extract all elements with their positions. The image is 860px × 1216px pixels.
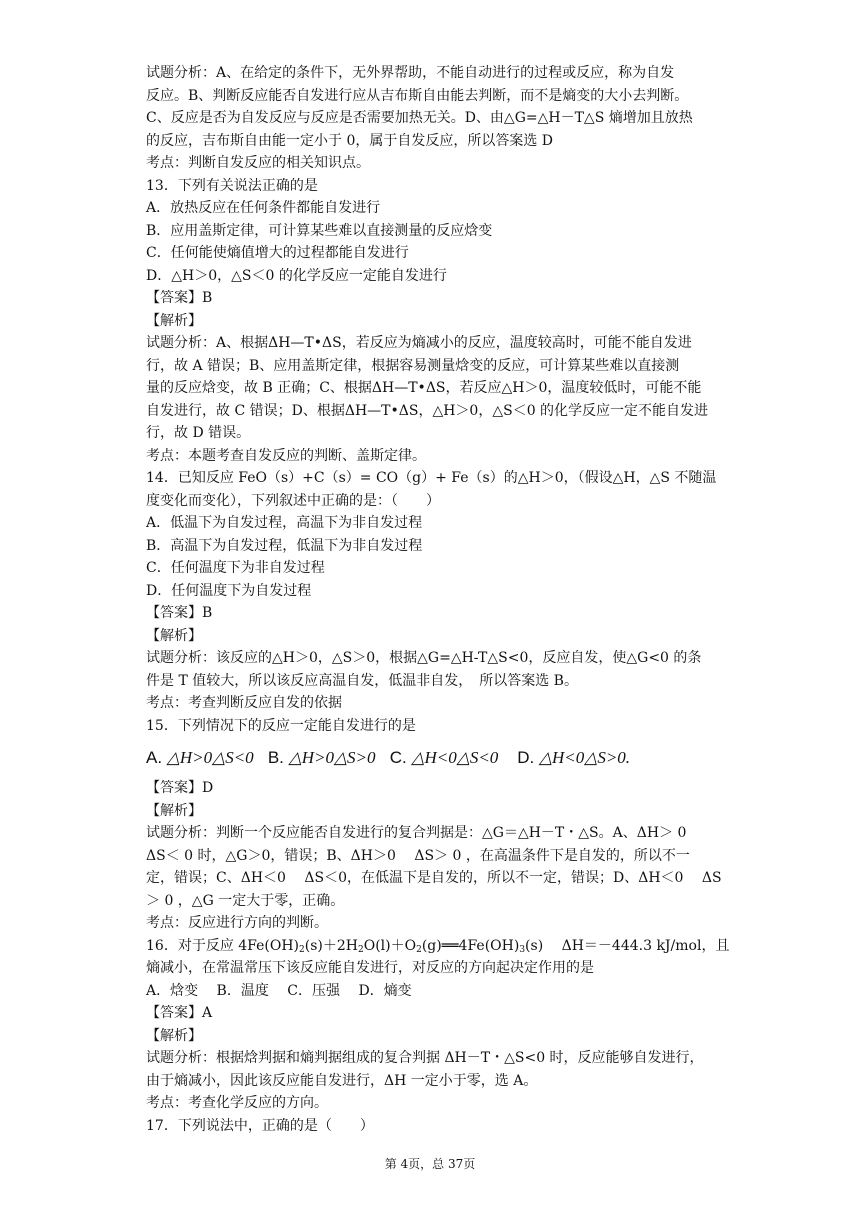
text-line: B．应用盖斯定律，可计算某些难以直接测量的反应焓变: [146, 222, 493, 239]
text-line: 考点：本题考查自发反应的判断、盖斯定律。: [146, 447, 426, 464]
text-line: 试题分析：根据焓判据和熵判据组成的复合判据 ΔH－T・△S<0 时，反应能够自发进行，: [146, 1050, 704, 1066]
text-line: 试题分析：判断一个反应能否自发进行的复合判据是：△G＝△H－T・△S。A、ΔH＞ 0: [146, 825, 687, 841]
q15-options-image: [146, 743, 726, 773]
q16-sub-2: 2: [357, 944, 364, 955]
q16-sub-4: 3: [519, 944, 526, 955]
text-line: 【答案】B: [146, 290, 213, 306]
q16-text-2: (s)＋2H: [304, 937, 358, 954]
text-line: 反应。B、判断反应能否自发进行应从吉布斯自由能去判断，而不是熵变的大小去判断。: [146, 87, 689, 104]
text-line: A．焓变 B．温度 C．压强 D．熵变: [146, 982, 412, 999]
text-line: 考点：考查化学反应的方向。: [146, 1095, 328, 1111]
footer-total-pages: 37: [448, 1157, 464, 1171]
text-line: 【答案】B: [146, 605, 213, 621]
footer-middle: 页，总: [408, 1157, 448, 1171]
text-line: C．任何能使熵值增大的过程都能自发进行: [146, 245, 409, 261]
q15-option-b-condition: △H>0△S>0: [288, 748, 376, 767]
text-line: 【答案】D: [146, 780, 214, 796]
text-line: A．放热反应在任何条件都能自发进行: [146, 200, 381, 216]
text-line: 定，错误；C、ΔH＜0 ΔS＜0，在低温下是自发的，所以不一定，错误；D、ΔH＜0 ΔS: [146, 870, 722, 886]
text-line: 【解析】: [146, 627, 202, 644]
q16-sub-3: 2: [416, 944, 422, 955]
text-line: 考点：反应进行方向的判断。: [146, 915, 328, 931]
text-line: 15．下列情况下的反应一定能自发进行的是: [146, 717, 416, 734]
footer-prefix: 第: [384, 1157, 401, 1171]
text-line: 行，故 D 错误。: [146, 425, 251, 441]
q15-option-d-label: D.: [517, 748, 535, 767]
text-line: 熵减小，在常温常压下该反应能自发进行，对反应的方向起决定作用的是: [146, 960, 594, 976]
q15-option-c-condition: △H<0△S<0: [411, 748, 499, 767]
text-line: 量的反应焓变，故 B 正确；C、根据ΔH—T•ΔS，若反应△H＞0，温度较低时，可能不能: [146, 380, 702, 396]
q15-option-c-label: C.: [389, 748, 407, 767]
text-block-3: [146, 957, 726, 1137]
text-line: D．△H＞0，△S＜0 的化学反应一定能自发进行: [146, 267, 447, 284]
text-line: 考点：考查判断反应自发的依据: [146, 695, 342, 711]
q16-stem-line: [146, 935, 730, 958]
text-line: 14．已知反应 FeO（s）+C（s）= CO（g）+ Fe（s）的△H＞0，（假设△H，△S 不随温: [146, 470, 717, 486]
q15-option-d-condition: △H<0△S>0.: [538, 748, 631, 767]
text-line: 【解析】: [146, 312, 202, 329]
text-block-2: [146, 777, 726, 935]
footer-page-number: 4: [400, 1157, 409, 1171]
text-line: B．高温下为自发过程，低温下为非自发过程: [146, 537, 423, 554]
page-footer: [0, 1156, 860, 1172]
text-line: 由于熵减小，因此该反应能自发进行，ΔH 一定小于零，选 A。: [146, 1072, 538, 1089]
text-line: 件是 T 值较大，所以该反应高温自发，低温非自发， 所以答案选 B。: [146, 672, 578, 689]
text-line: C、反应是否为自发反应与反应是否需要加热无关。D、由△G=△H－T△S 熵增加且放热: [146, 110, 693, 126]
text-line: 【解析】: [146, 802, 202, 819]
text-line: 17．下列说法中，正确的是（ ）: [146, 1117, 374, 1134]
text-line: A．低温下为自发过程，高温下为非自发过程: [146, 515, 423, 531]
text-block-1: [146, 62, 726, 737]
text-line: D．任何温度下为自发过程: [146, 582, 312, 599]
q16-text-3: O(l)＋O: [363, 937, 417, 954]
text-line: 试题分析：A、在给定的条件下，无外界帮助，不能自动进行的过程或反应，称为自发: [146, 65, 675, 81]
q16-text-5: (s) ΔH＝－444.3 kJ/mol，且: [525, 937, 730, 954]
q16-text-1: 16．对于反应 4Fe(OH): [146, 937, 300, 954]
footer-suffix: 页: [463, 1157, 476, 1171]
text-line: 试题分析：A、根据ΔH—T•ΔS，若反应为熵减小的反应，温度较高时，可能不能自发进: [146, 335, 692, 351]
q16-sub-1: 2: [299, 944, 305, 955]
text-line: 行，故 A 错误；B、应用盖斯定律，根据容易测量焓变的反应，可计算某些难以直接测: [146, 357, 680, 374]
text-line: 的反应，吉布斯自由能一定小于 0，属于自发反应，所以答案选 D: [146, 132, 554, 149]
text-line: 13．下列有关说法正确的是: [146, 177, 318, 194]
q15-option-a-label: A.: [146, 748, 163, 767]
text-line: 考点：判断自发反应的相关知识点。: [146, 155, 370, 171]
text-line: 度变化而变化），下列叙述中正确的是：（ ）: [146, 492, 440, 509]
text-line: 自发进行，故 C 错误；D、根据ΔH—T•ΔS，△H＞0，△S＜0 的化学反应一定不能自发进: [146, 402, 709, 419]
text-line: 试题分析：该反应的△H＞0，△S＞0，根据△G=△H-T△S<0，反应自发，使△G<0 的条: [146, 650, 702, 666]
q15-option-b-label: B.: [267, 748, 284, 767]
text-line: C．任何温度下为非自发过程: [146, 560, 325, 576]
text-line: 【答案】A: [146, 1005, 213, 1021]
text-line: ΔS＜ 0 时，△G＞0，错误；B、ΔH＞0 ΔS＞ 0 ，在高温条件下是自发的，所以不一: [146, 847, 690, 864]
document-body: [146, 62, 730, 1137]
q16-text-4: (g)══4Fe(OH): [421, 937, 520, 954]
text-line: ＞ 0 ，△G 一定大于零，正确。: [146, 892, 345, 909]
q15-option-a-condition: △H>0△S<0: [166, 748, 254, 767]
text-line: 【解析】: [146, 1027, 202, 1044]
